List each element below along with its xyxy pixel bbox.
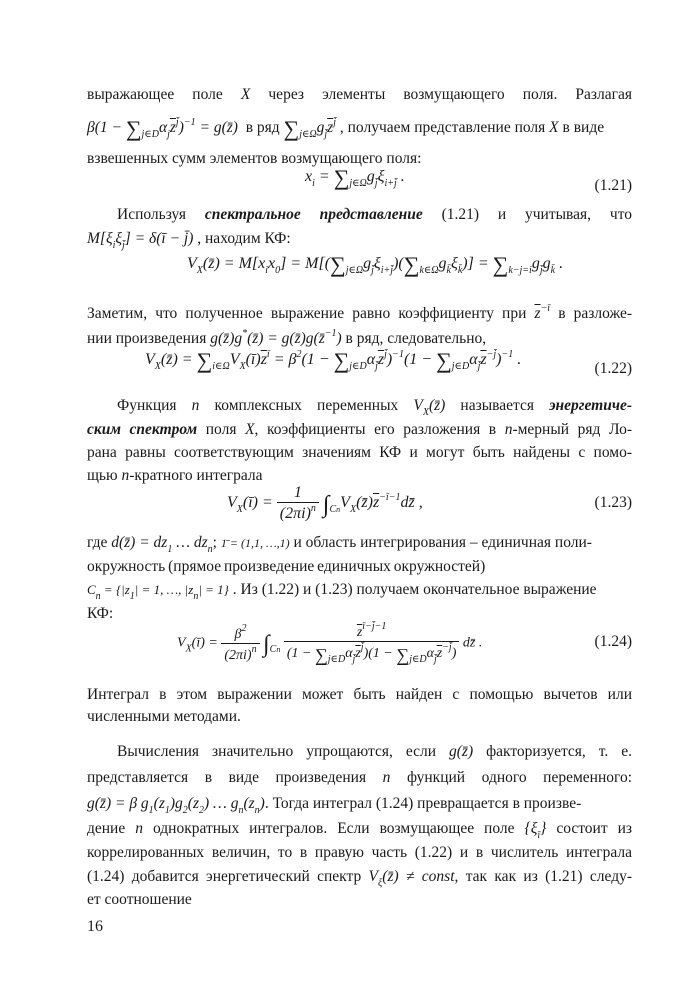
text-line: Функция n комплексных переменных $V_X(z̄)$ называется энергетиче-	[117, 397, 633, 418]
equation-number: (1.24)	[594, 633, 632, 650]
equation-1-23	[87, 480, 632, 530]
text-line: $C_n = \{|z_1| = 1$, …, $|z_n| = 1$} . Из (1.22) и (1.23) получаем окончательное выражение	[87, 581, 597, 602]
text-line: дение n однократных интегралов. Если возмущающее поле $\{\xi_ī\}$ состоит из	[87, 820, 633, 841]
equation-number: (1.22)	[594, 360, 632, 377]
text-line: Используя спектральное представление (1.21) и учитывая, что	[117, 206, 633, 223]
inline-math: d(z̄) = $dz_1$ … $dz_n$	[111, 534, 213, 555]
text-line: КФ:	[87, 605, 114, 622]
inline-math: $C_n = \{|z_1| = 1$, …, $|z_n| = 1$}	[87, 582, 229, 602]
equation-number: (1.23)	[594, 494, 632, 511]
text-line: Заметим, что полученное выражение равно коэффициенту при $\overline{z}^{-ī}$ в разложе-	[87, 303, 633, 322]
equation-number: (1.21)	[594, 177, 632, 194]
text-line: Вычисления значительно упрощаются, если g(z̄) факторизуется, т. е.	[117, 743, 632, 760]
text-line: взвешенных сумм элементов возмущающего поля:	[87, 150, 422, 167]
text-line: $\beta(1 - \sum_{j\in D}\alpha_j\overline{z}^{j̄})^{-1}$ = g(z̄) в ряд $\sum_{j\in\Omega}g_{j̄}\overline{z}^{j̄}$ , получаем представление поля X в виде	[87, 116, 605, 141]
formula: $V_X(z̄) = M[x_ix_0] = M[(\sum_{j\in\Omega}g_{j̄}\xi_{i+j̄})(\sum_{k\in\Omega}g_{k̄}\xi_{k̄})] = \sum_{k-j=i}g_{j̄}g_{k̄}$ .	[187, 252, 564, 277]
formula: $V_X(ī)$ = $\frac{1}{(2\pi i)^n}$ $\int_{Cn}V_X(z̄)\overline{z}^{-ī-1}dz̄$ ,	[227, 484, 423, 522]
equation-1-22	[87, 348, 632, 392]
formula: $V_X(z̄)$ = $\sum_{i\in\Omega}V_X(ī)\overline{z}^ī = \beta^2(1 - \sum_{j\in D}\alpha_{j̄}\overline{z}^{j̄})^{-1}(1 - \sum_{j\in D}\alpha_{j̄}\overline{z}^{-j̄})^{-1}$ .	[145, 348, 522, 373]
text-line: нии произведения g(z̄)g*(z̄) = g(z̄)g(z̄$^{-1}$) в ряд, следовательно,	[87, 328, 487, 347]
inline-math: $\sum_{j\in\Omega}g_{j̄}\overline{z}^{j̄}$	[283, 116, 336, 141]
equation-kf	[87, 252, 632, 296]
inline-math: g(z̄)g*(z̄) = g(z̄)g(z̄$^{-1}$)	[210, 328, 342, 347]
text-line: (1.24) добавится энергетический спектр $V_\xi(z̄)$ ≠ const, так как из (1.21) следу-	[87, 868, 632, 889]
text-line: $M[\xi_i\xi_{j̄}]$ = δ(ī − j̄) , находим КФ:	[87, 230, 291, 251]
text-line: окружность (прямое произведение единичных окружностей)	[87, 558, 486, 575]
inline-math: $M[\xi_i\xi_{j̄}]$ = δ(ī − j̄)	[87, 230, 194, 251]
equation-1-21	[87, 165, 632, 209]
text-line: ет соотношение	[87, 891, 192, 908]
inline-math: $V_\xi(z̄)$ ≠ const	[368, 868, 455, 889]
inline-math: $\beta(1 - \sum_{j\in D}\alpha_j\overline{z}^{j̄})^{-1}$ = g(z̄)	[87, 116, 238, 141]
equation-1-24	[87, 617, 632, 679]
text-line: g(z̄) = β $g_1(z_1)g_2(z_2)$ … $g_n(z_n)$. Тогда интеграл (1.24) превращается в произве-	[87, 795, 582, 816]
text-line: щью n-кратного интеграла	[87, 467, 263, 484]
text-line: рана равны соответствующим значениям КФ и могут быть найдены с помо-	[87, 444, 632, 461]
inline-math: $V_X(z̄)$	[413, 397, 446, 418]
inline-math: $\{\xi_ī\}$	[524, 820, 547, 841]
formula: $V_X(ī)$ = $\frac{\beta^2}{(2\pi i)^n}$ $\int_{Cn}$ $\frac{\overline{z}^{ī-j̄-1}}{(1 - \sum_{j\in D}\alpha_{j̄}\overline{z}^{j̄})(1 - \sum_{j\in D}\alpha_{j̄}\overline{z}^{-j̄})}$ dz̄ .	[177, 621, 483, 665]
inline-math: g(z̄)	[449, 743, 474, 760]
inline-math: 1̄ = (1,1, …,1)	[220, 536, 290, 550]
text-line: представляется в виде произведения n функций одного переменного:	[87, 769, 633, 786]
formula: $x_i = \sum_{j\in\Omega}g_{j̄}\xi_{i+j̄}$ .	[305, 165, 405, 190]
text-line: ским спектром поля X, коэффициенты его разложения в n-мерный ряд Ло-	[87, 421, 633, 438]
inline-math: g(z̄) = β $g_1(z_1)g_2(z_2)$ … $g_n(z_n)$	[87, 795, 265, 816]
text-line: Интеграл в этом выражении может быть найден с помощью вычетов или	[87, 686, 632, 703]
text-line: выражающее поле X через элементы возмущающего поля. Разлагая	[87, 86, 632, 103]
text-line: коррелированных величин, то в правую часть (1.22) и в числитель интеграла	[87, 844, 632, 861]
inline-math: $\overline{z}^{-ī}$	[534, 303, 551, 322]
text-line: где d(z̄) = $dz_1$ … $dz_n$; 1̄ = (1,1, …,1) и область интегрирования – единичная поли-	[87, 534, 592, 555]
text-line: численными методами.	[87, 708, 241, 725]
page-number: 16	[87, 918, 103, 935]
